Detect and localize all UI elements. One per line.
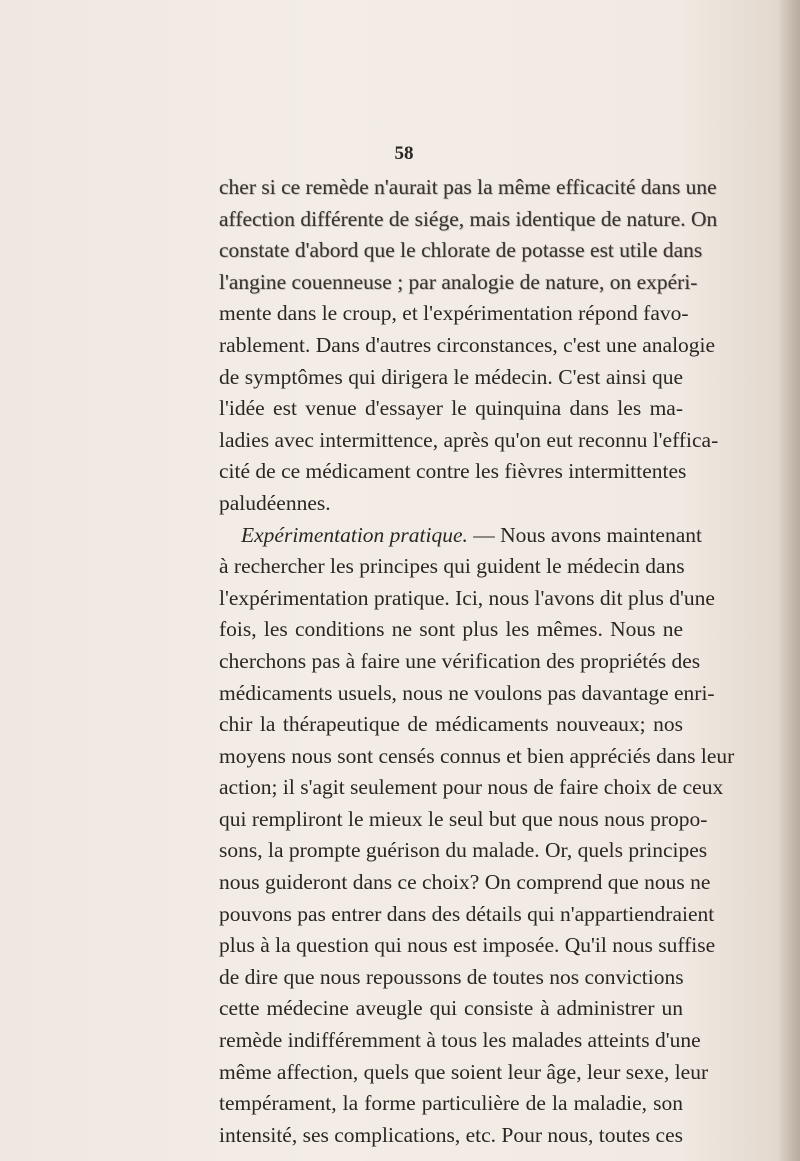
text-line: action; il s'agit seulement pour nous de faire choix de ceux — [219, 775, 724, 800]
text-line: cité de ce médicament contre les fièvres intermittentes — [219, 459, 687, 484]
text-line: remède indifféremment à tous les malades atteints d'une — [219, 1028, 701, 1053]
text-line: constate d'abord que le chlorate de potasse est utile dans — [219, 238, 703, 263]
text-line: cher si ce remède n'aurait pas la même efficacité dans une — [219, 175, 717, 199]
text-line: plus à la question qui nous est imposée. Qu'il nous suffise — [219, 933, 716, 958]
page-edge-shadow — [778, 0, 800, 1161]
text-line: intensité, ses complications, etc. Pour nous, toutes ces — [219, 1122, 683, 1147]
text-line: l'angine couenneuse ; par analogie de nature, on expéri- — [219, 269, 698, 294]
text-line: l'expérimentation pratique. Ici, nous l'avons dit plus d'une — [219, 585, 715, 610]
text-line: l'idée est venue d'essayer le quinquina dans les ma- — [219, 396, 683, 421]
page-number: 58 — [394, 143, 414, 164]
text-line: moyens nous sont censés connus et bien appréciés dans leur — [219, 743, 735, 768]
text-line: fois, les conditions ne sont plus les mêmes. Nous ne — [219, 617, 683, 642]
text-line: de dire que nous repoussons de toutes nos convictions — [219, 964, 684, 989]
body-text — [219, 172, 735, 1151]
text-line: chir la thérapeutique de médicaments nouveaux; nos — [219, 712, 683, 737]
text-line: ladies avec intermittence, après qu'on eut reconnu l'effica- — [219, 427, 719, 452]
text-line: rablement. Dans d'autres circonstances, c'est une analogie — [219, 332, 716, 357]
text-line-with-heading — [219, 520, 702, 552]
text-line: de symptômes qui dirigera le médecin. C'est ainsi que — [219, 364, 683, 389]
text-line: affection différente de siége, mais identique de nature. On — [219, 206, 718, 231]
text-line: nous guideront dans ce choix? On comprend que nous ne — [219, 870, 711, 895]
text-line: médicaments usuels, nous ne voulons pas davantage enri- — [219, 680, 715, 705]
text-line: paludéennes. — [219, 490, 331, 515]
text-line: cette médecine aveugle qui consiste à administrer un — [219, 996, 683, 1021]
text-line: cherchons pas à faire une vérification des propriétés des — [219, 648, 701, 673]
text-line-rest: — Nous avons maintenant — [467, 522, 702, 547]
section-heading: Expérimentation pratique. — [241, 522, 468, 547]
text-line: même affection, quels que soient leur âge, leur sexe, leur — [219, 1059, 709, 1084]
text-line: pouvons pas entrer dans des détails qui n'appartiendraient — [219, 901, 715, 926]
text-line: mente dans le croup, et l'expérimentation répond favo- — [219, 301, 689, 326]
text-line: qui rempliront le mieux le seul but que nous nous propo- — [219, 806, 708, 831]
text-line: sons, la prompte guérison du malade. Or, quels principes — [219, 838, 708, 863]
text-line: à rechercher les principes qui guident le médecin dans — [219, 554, 685, 579]
text-line: tempérament, la forme particulière de la maladie, son — [219, 1091, 683, 1116]
